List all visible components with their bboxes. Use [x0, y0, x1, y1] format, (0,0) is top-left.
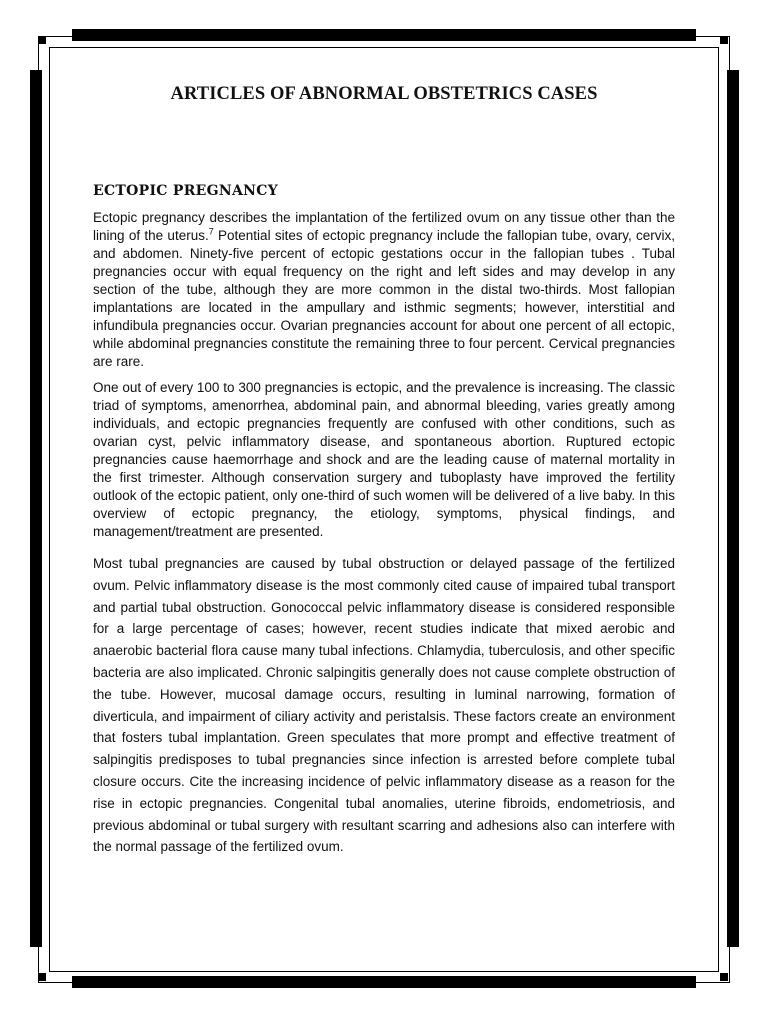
border-corner-br: [720, 973, 728, 981]
section-heading: ECTOPIC PREGNANCY: [93, 183, 279, 199]
border-corner-bl: [38, 973, 46, 981]
paragraph-1-text-b: Potential sites of ectopic pregnancy include the fallopian tube, ovary, cervix, and abdomen. Ninety-five percent of ectopic gestations occur in the fallopian tubes . Tubal pregnancies occur with equal frequency on the right and left sides and may develop in any section of the tube, although they are more common in the distal two-thirds. Most fallopian implantations are located in the ampullary and isthmic segments; however, interstitial and infundibula pregnancies occur. Ovarian pregnancies account for about one percent of all ectopic, while abdominal pregnancies constitute the remaining three to four percent. Cervical pregnancies are rare.: [93, 228, 675, 369]
reference-superscript: 7: [208, 226, 214, 237]
document-title: ARTICLES OF ABNORMAL OBSTETRICS CASES: [170, 84, 598, 104]
paragraph-3: Most tubal pregnancies are caused by tubal obstruction or delayed passage of the fertilized ovum. Pelvic inflammatory disease is the most commonly cited cause of impaired tubal transport and partial tubal obstruction. Gonococcal pelvic inflammatory disease is considered responsible for a large percentage of cases; however, recent studies indicate that mixed aerobic and anaerobic bacterial flora cause many tubal infections. Chlamydia, tuberculosis, and other specific bacteria are also implicated. Chronic salpingitis generally does not cause complete obstruction of the tube. However, mucosal damage occurs, resulting in luminal narrowing, formation of diverticula, and impairment of ciliary activity and peristalsis. These factors create an environment that fosters tubal implantation. Green speculates that more prompt and effective treatment of salpingitis predisposes to tubal pregnancies since infection is arrested before complete tubal closure occurs. Cite the increasing incidence of pelvic inflammatory disease as a reason for the rise in ectopic pregnancies. Congenital tubal anomalies, uterine fibroids, endometriosis, and previous abdominal or tubal surgery with resultant scarring and adhesions also can interfere with the normal passage of the fertilized ovum.: [93, 556, 675, 855]
document-body: [93, 84, 675, 866]
paragraph-1-text-a: Ectopic pregnancy describes the implantation of the fertilized ovum on any tissue other than the lining of the uterus.: [93, 210, 675, 243]
paragraph-2: One out of every 100 to 300 pregnancies is ectopic, and the prevalence is increasing. The classic triad of symptoms, amenorrhea, abdominal pain, and abnormal bleeding, varies greatly among individuals, and ectopic pregnancies frequently are confused with other conditions, such as ovarian cyst, pelvic inflammatory disease, and spontaneous abortion. Ruptured ectopic pregnancies cause haemorrhage and shock and are the leading cause of maternal mortality in the first trimester. Although conservation surgery and tuboplasty have improved the fertility outlook of the ectopic patient, only one-third of such women will be delivered of a live baby. In this overview of ectopic pregnancy, the etiology, symptoms, physical findings, and management/treatment are presented.: [93, 380, 675, 539]
border-corner-tl: [38, 36, 46, 44]
paragraph-1: [93, 209, 675, 371]
border-corner-tr: [720, 36, 728, 44]
